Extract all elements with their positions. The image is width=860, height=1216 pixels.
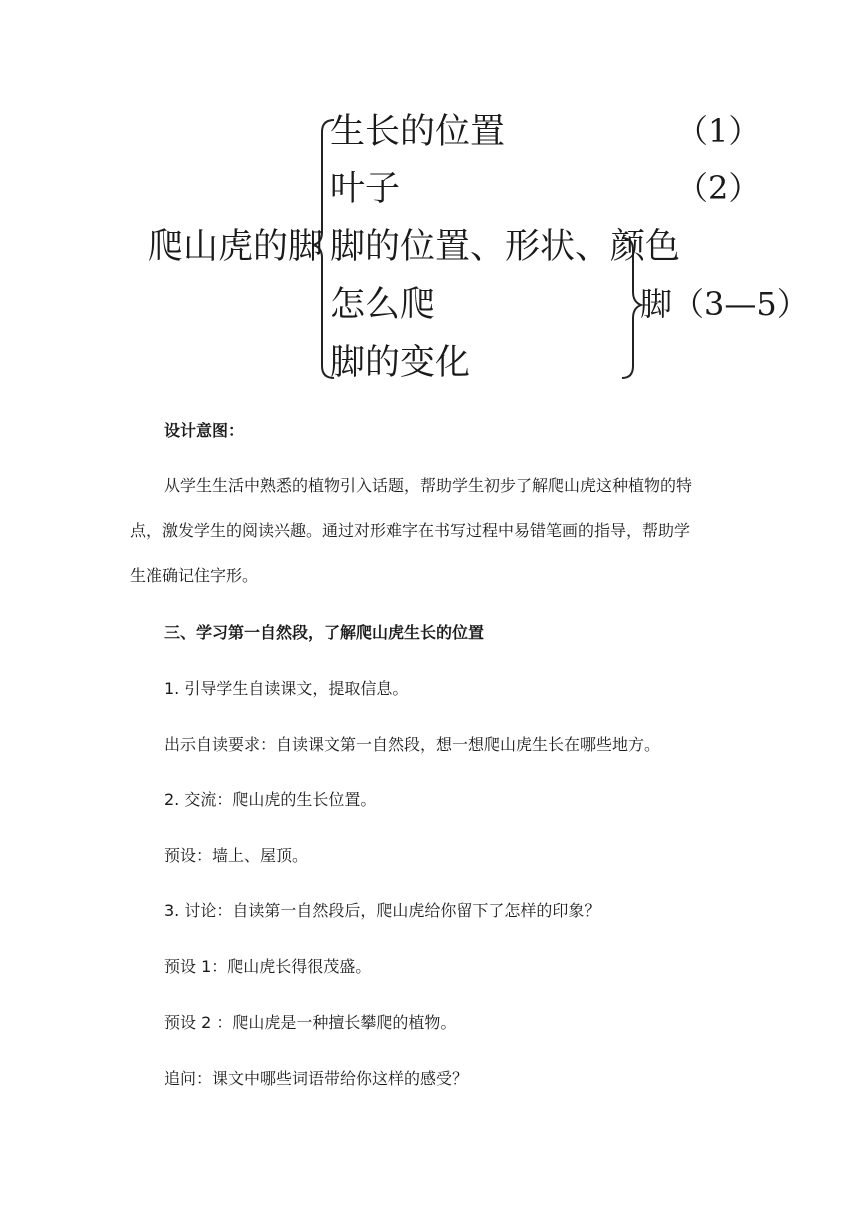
section3-line-7: 预设 2 ：爬山虎是一种擅长攀爬的植物。 xyxy=(164,1013,457,1032)
intent-line-1: 从学生生活中熟悉的植物引入话题，帮助学生初步了解爬山虎这种植物的特 xyxy=(164,476,693,495)
board-title: 爬山虎的脚 xyxy=(148,227,324,267)
board-num-1: （1） xyxy=(676,112,761,150)
board-group-label: 脚（3—5） xyxy=(640,285,809,323)
board-item-4: 怎么爬 xyxy=(330,285,436,325)
section3-line-6: 预设 1：爬山虎长得很茂盛。 xyxy=(164,957,372,976)
section3-line-2: 出示自读要求：自读课文第一自然段，想一想爬山虎生长在哪些地方。 xyxy=(164,735,661,754)
intent-line-2: 点，激发学生的阅读兴趣。通过对形难字在书写过程中易错笔画的指导，帮助学 xyxy=(130,521,691,540)
board-num-2: （2） xyxy=(676,169,761,207)
board-item-2: 叶子 xyxy=(330,169,401,209)
blackboard-outline xyxy=(0,0,860,400)
section3-line-5: 3. 讨论：自读第一自然段后，爬山虎给你留下了怎样的印象？ xyxy=(164,901,601,920)
board-item-5: 脚的变化 xyxy=(330,343,471,383)
section3-line-4: 预设：墙上、屋顶。 xyxy=(164,846,309,865)
intent-line-3: 生准确记住字形。 xyxy=(130,566,259,585)
section3-line-3: 2. 交流：爬山虎的生长位置。 xyxy=(164,790,377,809)
intent-heading: 设计意图： xyxy=(164,421,245,440)
board-item-3: 脚的位置、形状、颜色 xyxy=(330,227,681,267)
section3-line-8: 追问：课文中哪些词语带给你这样的感受？ xyxy=(164,1069,469,1088)
board-item-1: 生长的位置 xyxy=(330,112,506,152)
section3-heading: 三、学习第一自然段，了解爬山虎生长的位置 xyxy=(164,623,485,642)
section3-line-1: 1. 引导学生自读课文，提取信息。 xyxy=(164,679,409,698)
